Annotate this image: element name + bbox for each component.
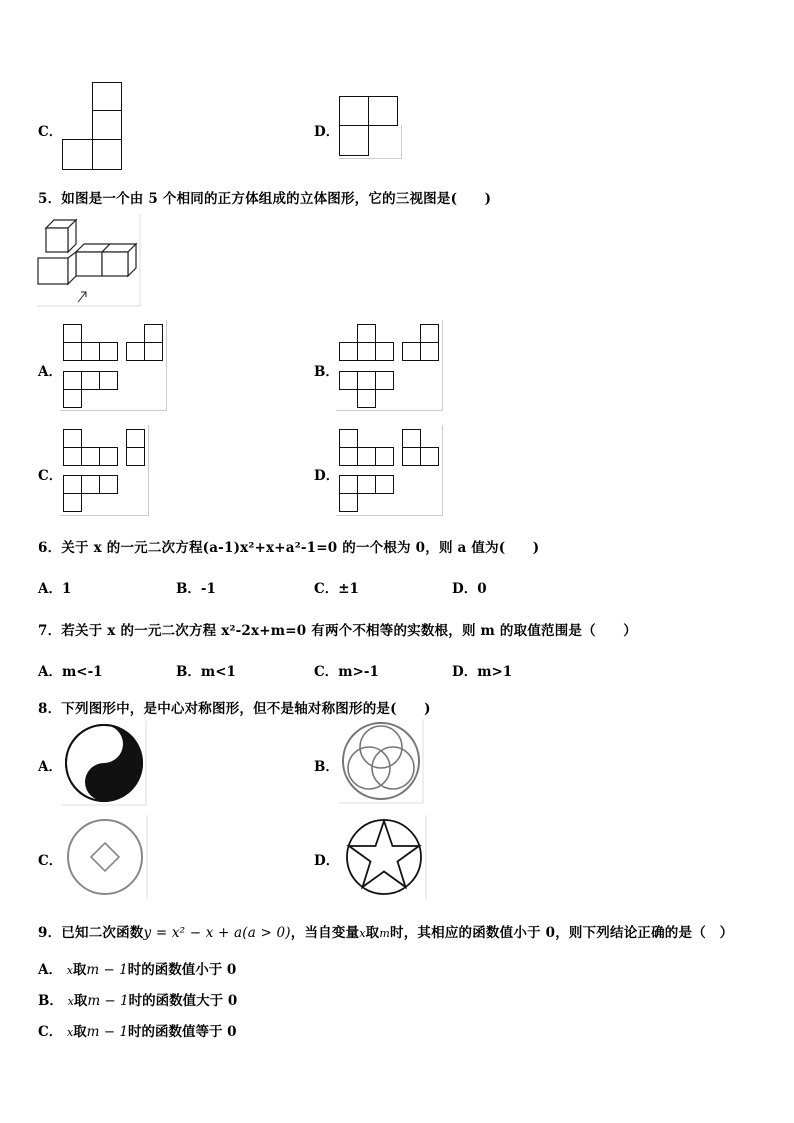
q7-option-b[interactable]: B．m<1: [176, 664, 236, 680]
q6-option-d[interactable]: D．0: [452, 581, 487, 597]
q8-option-d-label[interactable]: D．: [314, 853, 340, 869]
q7-option-c[interactable]: C．m>-1: [314, 664, 379, 680]
q5-stem: 5．如图是一个由 5 个相同的正方体组成的立体图形，它的三视图是( ): [38, 191, 492, 207]
q6-option-b[interactable]: B．-1: [176, 581, 216, 597]
q8-stem: 8．下列图形中，是中心对称图形，但不是轴对称图形的是( ): [38, 701, 431, 717]
q6-option-a[interactable]: A．1: [38, 581, 72, 597]
q5-option-a-label[interactable]: A．: [38, 364, 62, 380]
q6-option-c[interactable]: C．±1: [314, 581, 359, 597]
q4-option-c-label[interactable]: C．: [38, 124, 63, 140]
q8-option-c-label[interactable]: C．: [38, 853, 63, 869]
q5-option-c-label[interactable]: C．: [38, 468, 63, 484]
q8-option-a-label[interactable]: A．: [38, 759, 62, 775]
q9-stem: 9．已知二次函数y = x² − x + a(a > 0)，当自变量x取m时，其相应的函数值小于 0，则下列结论正确的是（ ）: [38, 925, 734, 941]
q6-stem: 6．关于 x 的一元二次方程(a-1)x²+x+a²-1=0 的一个根为 0，则 a 值为( ): [38, 540, 540, 556]
q5-option-b-label[interactable]: B．: [314, 364, 339, 380]
q8-option-b-label[interactable]: B．: [314, 759, 339, 775]
q9-formula: y = x² − x + a(a > 0): [143, 925, 291, 941]
q9-option-a[interactable]: A． x取m − 1时的函数值小于 0: [38, 962, 237, 978]
q7-stem: 7．若关于 x 的一元二次方程 x²-2x+m=0 有两个不相等的实数根，则 m 的取值范围是（ ）: [38, 623, 637, 639]
q7-option-a[interactable]: A．m<-1: [38, 664, 103, 680]
q5-option-d-label[interactable]: D．: [314, 468, 340, 484]
q4-option-d-label[interactable]: D．: [314, 124, 340, 140]
q7-option-d[interactable]: D．m>1: [452, 664, 513, 680]
q9-option-c[interactable]: C． x取m − 1时的函数值等于 0: [38, 1024, 237, 1040]
q9-option-b[interactable]: B． x取m − 1时的函数值大于 0: [38, 993, 238, 1009]
